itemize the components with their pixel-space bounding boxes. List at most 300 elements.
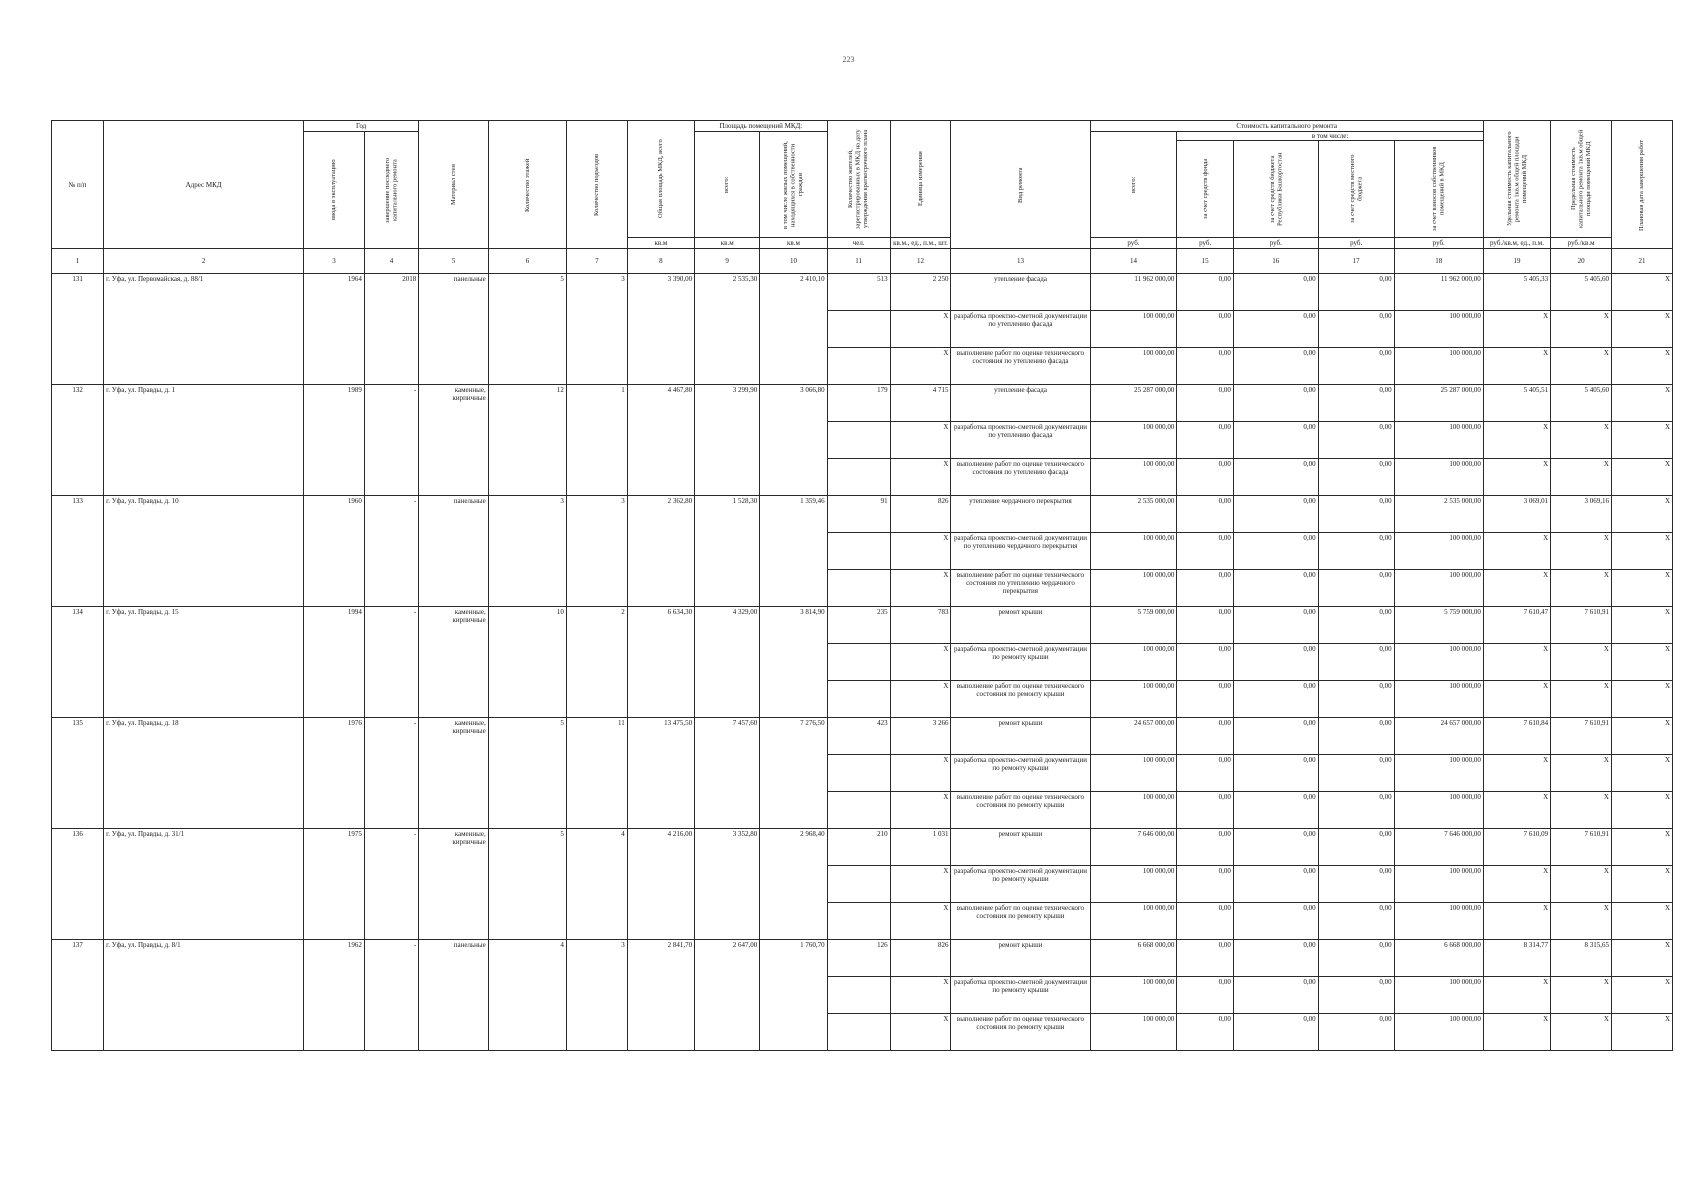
quantity: X bbox=[890, 1014, 951, 1051]
unit-cost: 3 069,01 bbox=[1483, 496, 1550, 533]
area-living: 1 760,70 bbox=[760, 940, 827, 1051]
cost-rb: 0,00 bbox=[1233, 496, 1318, 533]
cost-rb: 0,00 bbox=[1233, 755, 1318, 792]
area-all: 2 647,00 bbox=[695, 940, 760, 1051]
limit-cost: 5 405,60 bbox=[1551, 274, 1612, 311]
cost-fund: 0,00 bbox=[1177, 829, 1233, 866]
completion-date: X bbox=[1611, 681, 1672, 718]
cost-total: 100 000,00 bbox=[1090, 755, 1177, 792]
cost-local: 0,00 bbox=[1318, 385, 1394, 422]
cost-fund: 0,00 bbox=[1177, 607, 1233, 644]
area-all: 2 535,30 bbox=[695, 274, 760, 385]
last-repair: - bbox=[364, 607, 418, 718]
area-living: 2 410,10 bbox=[760, 274, 827, 385]
empty-cell bbox=[827, 644, 890, 681]
cost-owners: 2 535 000,00 bbox=[1394, 496, 1483, 533]
residents: 91 bbox=[827, 496, 890, 533]
cost-rb: 0,00 bbox=[1233, 570, 1318, 607]
header-year-built: ввода в эксплуатацию bbox=[330, 159, 338, 221]
header-material: Материал стен bbox=[449, 164, 457, 205]
header-owners: за счет взносов собственников помещений в МКД bbox=[1431, 146, 1446, 232]
cost-local: 0,00 bbox=[1318, 570, 1394, 607]
completion-date: X bbox=[1611, 274, 1672, 311]
cost-total: 100 000,00 bbox=[1090, 459, 1177, 496]
quantity: X bbox=[890, 533, 951, 570]
completion-date: X bbox=[1611, 570, 1672, 607]
limit-cost: X bbox=[1551, 459, 1612, 496]
cost-fund: 0,00 bbox=[1177, 718, 1233, 755]
row-number: 136 bbox=[52, 829, 104, 940]
cost-total: 100 000,00 bbox=[1090, 348, 1177, 385]
cost-local: 0,00 bbox=[1318, 607, 1394, 644]
column-number: 14 bbox=[1090, 249, 1177, 274]
header-fund: за счет средств фонда bbox=[1201, 158, 1209, 220]
wall-material: панельные bbox=[419, 940, 489, 1051]
cost-fund: 0,00 bbox=[1177, 681, 1233, 718]
empty-cell bbox=[827, 348, 890, 385]
quantity: X bbox=[890, 866, 951, 903]
cost-rb: 0,00 bbox=[1233, 644, 1318, 681]
unit-cost: 7 610,47 bbox=[1483, 607, 1550, 644]
cost-local: 0,00 bbox=[1318, 422, 1394, 459]
cost-local: 0,00 bbox=[1318, 866, 1394, 903]
cost-owners: 100 000,00 bbox=[1394, 644, 1483, 681]
year-built: 1976 bbox=[304, 718, 365, 829]
cost-rb: 0,00 bbox=[1233, 866, 1318, 903]
empty-cell bbox=[827, 903, 890, 940]
cost-local: 0,00 bbox=[1318, 274, 1394, 311]
completion-date: X bbox=[1611, 755, 1672, 792]
header-area-group: Площадь помещений МКД: bbox=[695, 121, 828, 132]
cost-fund: 0,00 bbox=[1177, 570, 1233, 607]
empty-cell bbox=[827, 977, 890, 1014]
page-number: 223 bbox=[842, 55, 855, 64]
residents: 210 bbox=[827, 829, 890, 866]
building-row bbox=[52, 385, 1673, 422]
cost-owners: 100 000,00 bbox=[1394, 1014, 1483, 1051]
column-number: 17 bbox=[1318, 249, 1394, 274]
header-cost-total: всего: bbox=[1129, 176, 1137, 193]
empty-cell bbox=[827, 1014, 890, 1051]
unit-residents: чел. bbox=[827, 238, 890, 249]
completion-date: X bbox=[1611, 533, 1672, 570]
entrances: 11 bbox=[566, 718, 627, 829]
unit-qty: кв.м., ед., п.м., шт. bbox=[890, 238, 951, 249]
quantity: X bbox=[890, 903, 951, 940]
cost-fund: 0,00 bbox=[1177, 422, 1233, 459]
area-all: 4 329,00 bbox=[695, 607, 760, 718]
column-number: 15 bbox=[1177, 249, 1233, 274]
cost-local: 0,00 bbox=[1318, 496, 1394, 533]
entrances: 2 bbox=[566, 607, 627, 718]
cost-owners: 100 000,00 bbox=[1394, 570, 1483, 607]
empty-cell bbox=[827, 459, 890, 496]
cost-total: 100 000,00 bbox=[1090, 533, 1177, 570]
column-number: 2 bbox=[104, 249, 304, 274]
column-number: 19 bbox=[1483, 249, 1550, 274]
cost-total: 100 000,00 bbox=[1090, 866, 1177, 903]
header-cost-group: Стоимость капитального ремонта bbox=[1090, 121, 1483, 132]
quantity: X bbox=[890, 644, 951, 681]
limit-cost: X bbox=[1551, 644, 1612, 681]
floors: 5 bbox=[488, 274, 566, 385]
column-numbers-row bbox=[52, 249, 1673, 274]
cost-local: 0,00 bbox=[1318, 977, 1394, 1014]
limit-cost: 5 405,60 bbox=[1551, 385, 1612, 422]
column-number: 21 bbox=[1611, 249, 1672, 274]
floors: 5 bbox=[488, 718, 566, 829]
completion-date: X bbox=[1611, 866, 1672, 903]
unit-area-all: кв.м bbox=[695, 238, 760, 249]
column-number: 5 bbox=[419, 249, 489, 274]
unit-cost: 7 610,84 bbox=[1483, 718, 1550, 755]
unit-cost: X bbox=[1483, 903, 1550, 940]
cost-local: 0,00 bbox=[1318, 348, 1394, 385]
work-type: выполнение работ по оценке технического состояния по утеплению фасада bbox=[951, 348, 1090, 385]
wall-material: каменные, кирпичные bbox=[419, 718, 489, 829]
unit-unit-cost: руб./кв.м, ед., п.м. bbox=[1483, 238, 1550, 249]
cost-local: 0,00 bbox=[1318, 681, 1394, 718]
cost-fund: 0,00 bbox=[1177, 903, 1233, 940]
area-living: 3 066,80 bbox=[760, 385, 827, 496]
limit-cost: 7 610,91 bbox=[1551, 607, 1612, 644]
header-local-budget: за счет средств местного бюджета bbox=[1348, 154, 1364, 224]
cost-owners: 100 000,00 bbox=[1394, 866, 1483, 903]
header-date: Плановая дата завершения работ bbox=[1638, 139, 1646, 231]
unit-total-area: кв.м bbox=[627, 238, 694, 249]
cost-owners: 100 000,00 bbox=[1394, 755, 1483, 792]
work-type: утепление чердачного перекрытия bbox=[951, 496, 1090, 533]
total-area: 13 475,50 bbox=[627, 718, 694, 829]
unit-cost: 5 405,33 bbox=[1483, 274, 1550, 311]
cost-total: 7 646 000,00 bbox=[1090, 829, 1177, 866]
address: г. Уфа, ул. Правды, д. 18 bbox=[104, 718, 304, 829]
cost-total: 2 535 000,00 bbox=[1090, 496, 1177, 533]
last-repair: - bbox=[364, 385, 418, 496]
completion-date: X bbox=[1611, 311, 1672, 348]
cost-rb: 0,00 bbox=[1233, 422, 1318, 459]
work-type: ремонт крыши bbox=[951, 829, 1090, 866]
quantity: 826 bbox=[890, 496, 951, 533]
limit-cost: X bbox=[1551, 1014, 1612, 1051]
limit-cost: X bbox=[1551, 348, 1612, 385]
work-type: разработка проектно-сметной документации по ремонту крыши bbox=[951, 866, 1090, 903]
entrances: 3 bbox=[566, 274, 627, 385]
work-type: разработка проектно-сметной документации по утеплению фасада bbox=[951, 311, 1090, 348]
cost-fund: 0,00 bbox=[1177, 866, 1233, 903]
cost-local: 0,00 bbox=[1318, 755, 1394, 792]
unit-limit-cost: руб./кв.м bbox=[1551, 238, 1612, 249]
residents: 423 bbox=[827, 718, 890, 755]
cost-owners: 25 287 000,00 bbox=[1394, 385, 1483, 422]
column-number: 20 bbox=[1551, 249, 1612, 274]
building-row bbox=[52, 829, 1673, 866]
last-repair: - bbox=[364, 496, 418, 607]
quantity: X bbox=[890, 311, 951, 348]
row-number: 131 bbox=[52, 274, 104, 385]
column-number: 4 bbox=[364, 249, 418, 274]
cost-rb: 0,00 bbox=[1233, 940, 1318, 977]
cost-fund: 0,00 bbox=[1177, 533, 1233, 570]
address: г. Уфа, ул. Правды, д. 10 bbox=[104, 496, 304, 607]
header-entrances: Количество подъездов bbox=[593, 153, 601, 216]
quantity: 4 715 bbox=[890, 385, 951, 422]
floors: 5 bbox=[488, 829, 566, 940]
year-built: 1975 bbox=[304, 829, 365, 940]
floors: 12 bbox=[488, 385, 566, 496]
quantity: 826 bbox=[890, 940, 951, 977]
completion-date: X bbox=[1611, 422, 1672, 459]
quantity: 1 031 bbox=[890, 829, 951, 866]
unit-cost: X bbox=[1483, 311, 1550, 348]
completion-date: X bbox=[1611, 718, 1672, 755]
row-number: 132 bbox=[52, 385, 104, 496]
cost-rb: 0,00 bbox=[1233, 459, 1318, 496]
cost-total: 100 000,00 bbox=[1090, 903, 1177, 940]
unit-cost: X bbox=[1483, 1014, 1550, 1051]
cost-local: 0,00 bbox=[1318, 903, 1394, 940]
cost-rb: 0,00 bbox=[1233, 385, 1318, 422]
unit-cost-total: руб. bbox=[1090, 238, 1177, 249]
unit-cost: 5 405,51 bbox=[1483, 385, 1550, 422]
work-type: разработка проектно-сметной документации по утеплению чердачного перекрытия bbox=[951, 533, 1090, 570]
address: г. Уфа, ул. Правды, д. 15 bbox=[104, 607, 304, 718]
column-number: 3 bbox=[304, 249, 365, 274]
work-type: выполнение работ по оценке технического состояния по ремонту крыши bbox=[951, 681, 1090, 718]
header-address: Адрес МКД bbox=[104, 121, 304, 249]
cost-owners: 100 000,00 bbox=[1394, 977, 1483, 1014]
entrances: 3 bbox=[566, 496, 627, 607]
last-repair: - bbox=[364, 940, 418, 1051]
quantity: X bbox=[890, 348, 951, 385]
total-area: 2 362,80 bbox=[627, 496, 694, 607]
last-repair: - bbox=[364, 829, 418, 940]
completion-date: X bbox=[1611, 459, 1672, 496]
cost-owners: 11 962 000,00 bbox=[1394, 274, 1483, 311]
area-all: 3 352,80 bbox=[695, 829, 760, 940]
address: г. Уфа, ул. Правды, д. 8/1 bbox=[104, 940, 304, 1051]
header-unit-cost: Удельная стоимость капитального ремонта 1кв.м общей площади помещений МКД bbox=[1505, 131, 1528, 227]
address: г. Уфа, ул. Правды, д. 31/1 bbox=[104, 829, 304, 940]
cost-fund: 0,00 bbox=[1177, 311, 1233, 348]
cost-local: 0,00 bbox=[1318, 459, 1394, 496]
cost-local: 0,00 bbox=[1318, 533, 1394, 570]
quantity: 783 bbox=[890, 607, 951, 644]
residents: 179 bbox=[827, 385, 890, 422]
cost-local: 0,00 bbox=[1318, 829, 1394, 866]
cost-total: 100 000,00 bbox=[1090, 1014, 1177, 1051]
header-limit-cost: Предельная стоимость капитального ремонта 1кв.м общей площади помещений МКД bbox=[1569, 129, 1592, 229]
cost-total: 100 000,00 bbox=[1090, 644, 1177, 681]
unit-cost: X bbox=[1483, 533, 1550, 570]
work-type: выполнение работ по оценке технического состояния по ремонту крыши bbox=[951, 1014, 1090, 1051]
unit-cost: X bbox=[1483, 977, 1550, 1014]
area-living: 7 276,50 bbox=[760, 718, 827, 829]
cost-rb: 0,00 bbox=[1233, 311, 1318, 348]
total-area: 6 634,30 bbox=[627, 607, 694, 718]
header-residents: Количество жителей, зарегистрированных в МКД на дату утверждения краткосрочного плана bbox=[847, 129, 870, 229]
empty-cell bbox=[827, 866, 890, 903]
limit-cost: X bbox=[1551, 866, 1612, 903]
unit-cost: X bbox=[1483, 681, 1550, 718]
work-type: утепление фасада bbox=[951, 385, 1090, 422]
work-type: разработка проектно-сметной документации по ремонту крыши bbox=[951, 755, 1090, 792]
empty-cell bbox=[827, 422, 890, 459]
unit-cost: X bbox=[1483, 459, 1550, 496]
cost-owners: 100 000,00 bbox=[1394, 681, 1483, 718]
header-work-type: Вид ремонта bbox=[951, 121, 1090, 249]
building-row bbox=[52, 718, 1673, 755]
address: г. Уфа, ул. Первомайская, д. 88/1 bbox=[104, 274, 304, 385]
column-number: 1 bbox=[52, 249, 104, 274]
limit-cost: 7 610,91 bbox=[1551, 829, 1612, 866]
cost-rb: 0,00 bbox=[1233, 348, 1318, 385]
quantity: X bbox=[890, 792, 951, 829]
completion-date: X bbox=[1611, 607, 1672, 644]
work-type: ремонт крыши bbox=[951, 940, 1090, 977]
unit-cost: X bbox=[1483, 866, 1550, 903]
cost-total: 100 000,00 bbox=[1090, 422, 1177, 459]
residents: 513 bbox=[827, 274, 890, 311]
unit-cost: X bbox=[1483, 792, 1550, 829]
total-area: 4 467,80 bbox=[627, 385, 694, 496]
cost-rb: 0,00 bbox=[1233, 792, 1318, 829]
cost-rb: 0,00 bbox=[1233, 718, 1318, 755]
cost-rb: 0,00 bbox=[1233, 607, 1318, 644]
cost-fund: 0,00 bbox=[1177, 977, 1233, 1014]
area-all: 7 457,60 bbox=[695, 718, 760, 829]
limit-cost: X bbox=[1551, 533, 1612, 570]
column-number: 13 bbox=[951, 249, 1090, 274]
cost-rb: 0,00 bbox=[1233, 274, 1318, 311]
work-type: разработка проектно-сметной документации по ремонту крыши bbox=[951, 644, 1090, 681]
table-body bbox=[52, 274, 1673, 1051]
cost-local: 0,00 bbox=[1318, 311, 1394, 348]
cost-rb: 0,00 bbox=[1233, 829, 1318, 866]
unit-cost: X bbox=[1483, 422, 1550, 459]
cost-rb: 0,00 bbox=[1233, 977, 1318, 1014]
unit-cost: X bbox=[1483, 644, 1550, 681]
limit-cost: X bbox=[1551, 755, 1612, 792]
limit-cost: X bbox=[1551, 681, 1612, 718]
cost-fund: 0,00 bbox=[1177, 496, 1233, 533]
quantity: 3 266 bbox=[890, 718, 951, 755]
completion-date: X bbox=[1611, 940, 1672, 977]
cost-owners: 100 000,00 bbox=[1394, 348, 1483, 385]
cost-total: 5 759 000,00 bbox=[1090, 607, 1177, 644]
cost-total: 11 962 000,00 bbox=[1090, 274, 1177, 311]
unit-rb: руб. bbox=[1233, 238, 1318, 249]
cost-total: 100 000,00 bbox=[1090, 570, 1177, 607]
work-type: утепление фасада bbox=[951, 274, 1090, 311]
cost-fund: 0,00 bbox=[1177, 644, 1233, 681]
floors: 3 bbox=[488, 496, 566, 607]
address: г. Уфа, ул. Правды, д. 1 bbox=[104, 385, 304, 496]
table-header bbox=[52, 121, 1673, 274]
column-number: 9 bbox=[695, 249, 760, 274]
limit-cost: X bbox=[1551, 422, 1612, 459]
wall-material: каменные, кирпичные bbox=[419, 607, 489, 718]
wall-material: каменные, кирпичные bbox=[419, 829, 489, 940]
year-built: 1960 bbox=[304, 496, 365, 607]
column-number: 16 bbox=[1233, 249, 1318, 274]
unit-owners: руб. bbox=[1394, 238, 1483, 249]
column-number: 8 bbox=[627, 249, 694, 274]
wall-material: панельные bbox=[419, 496, 489, 607]
header-year-group: Год bbox=[304, 121, 419, 132]
entrances: 1 bbox=[566, 385, 627, 496]
limit-cost: X bbox=[1551, 570, 1612, 607]
cost-fund: 0,00 bbox=[1177, 755, 1233, 792]
column-number: 12 bbox=[890, 249, 951, 274]
entrances: 4 bbox=[566, 829, 627, 940]
quantity: X bbox=[890, 755, 951, 792]
limit-cost: X bbox=[1551, 311, 1612, 348]
cost-total: 100 000,00 bbox=[1090, 681, 1177, 718]
empty-cell bbox=[827, 792, 890, 829]
cost-fund: 0,00 bbox=[1177, 1014, 1233, 1051]
residents: 126 bbox=[827, 940, 890, 977]
cost-total: 24 657 000,00 bbox=[1090, 718, 1177, 755]
work-type: выполнение работ по оценке технического состояния по утеплению чердачного перекрытия bbox=[951, 570, 1090, 607]
cost-total: 100 000,00 bbox=[1090, 311, 1177, 348]
area-living: 1 359,46 bbox=[760, 496, 827, 607]
work-type: разработка проектно-сметной документации по утеплению фасада bbox=[951, 422, 1090, 459]
cost-total: 100 000,00 bbox=[1090, 792, 1177, 829]
limit-cost: X bbox=[1551, 903, 1612, 940]
work-type: ремонт крыши bbox=[951, 718, 1090, 755]
limit-cost: X bbox=[1551, 977, 1612, 1014]
cost-owners: 100 000,00 bbox=[1394, 533, 1483, 570]
cost-owners: 6 668 000,00 bbox=[1394, 940, 1483, 977]
work-type: разработка проектно-сметной документации по ремонту крыши bbox=[951, 977, 1090, 1014]
cost-rb: 0,00 bbox=[1233, 1014, 1318, 1051]
building-row bbox=[52, 274, 1673, 311]
quantity: X bbox=[890, 459, 951, 496]
cost-owners: 100 000,00 bbox=[1394, 903, 1483, 940]
last-repair: - bbox=[364, 718, 418, 829]
cost-owners: 100 000,00 bbox=[1394, 311, 1483, 348]
header-rb-budget: за счет средств бюджета Республики Башкортостан bbox=[1268, 152, 1283, 226]
cost-total: 6 668 000,00 bbox=[1090, 940, 1177, 977]
building-row bbox=[52, 607, 1673, 644]
header-area-living: в том числе жилых помещений, находящихся в собственности граждан bbox=[782, 140, 805, 229]
quantity: X bbox=[890, 681, 951, 718]
cost-rb: 0,00 bbox=[1233, 533, 1318, 570]
floors: 10 bbox=[488, 607, 566, 718]
unit-cost: X bbox=[1483, 570, 1550, 607]
column-number: 6 bbox=[488, 249, 566, 274]
year-built: 1964 bbox=[304, 274, 365, 385]
area-living: 2 968,40 bbox=[760, 829, 827, 940]
quantity: X bbox=[890, 422, 951, 459]
row-number: 135 bbox=[52, 718, 104, 829]
empty-cell bbox=[827, 755, 890, 792]
empty-cell bbox=[827, 570, 890, 607]
area-all: 3 299,90 bbox=[695, 385, 760, 496]
wall-material: каменные, кирпичные bbox=[419, 385, 489, 496]
cost-fund: 0,00 bbox=[1177, 940, 1233, 977]
cost-total: 25 287 000,00 bbox=[1090, 385, 1177, 422]
row-number: 133 bbox=[52, 496, 104, 607]
limit-cost: 7 610,91 bbox=[1551, 718, 1612, 755]
completion-date: X bbox=[1611, 385, 1672, 422]
quantity: X bbox=[890, 570, 951, 607]
header-num: № п/п bbox=[52, 121, 104, 249]
cost-owners: 100 000,00 bbox=[1394, 422, 1483, 459]
completion-date: X bbox=[1611, 1014, 1672, 1051]
cost-fund: 0,00 bbox=[1177, 459, 1233, 496]
